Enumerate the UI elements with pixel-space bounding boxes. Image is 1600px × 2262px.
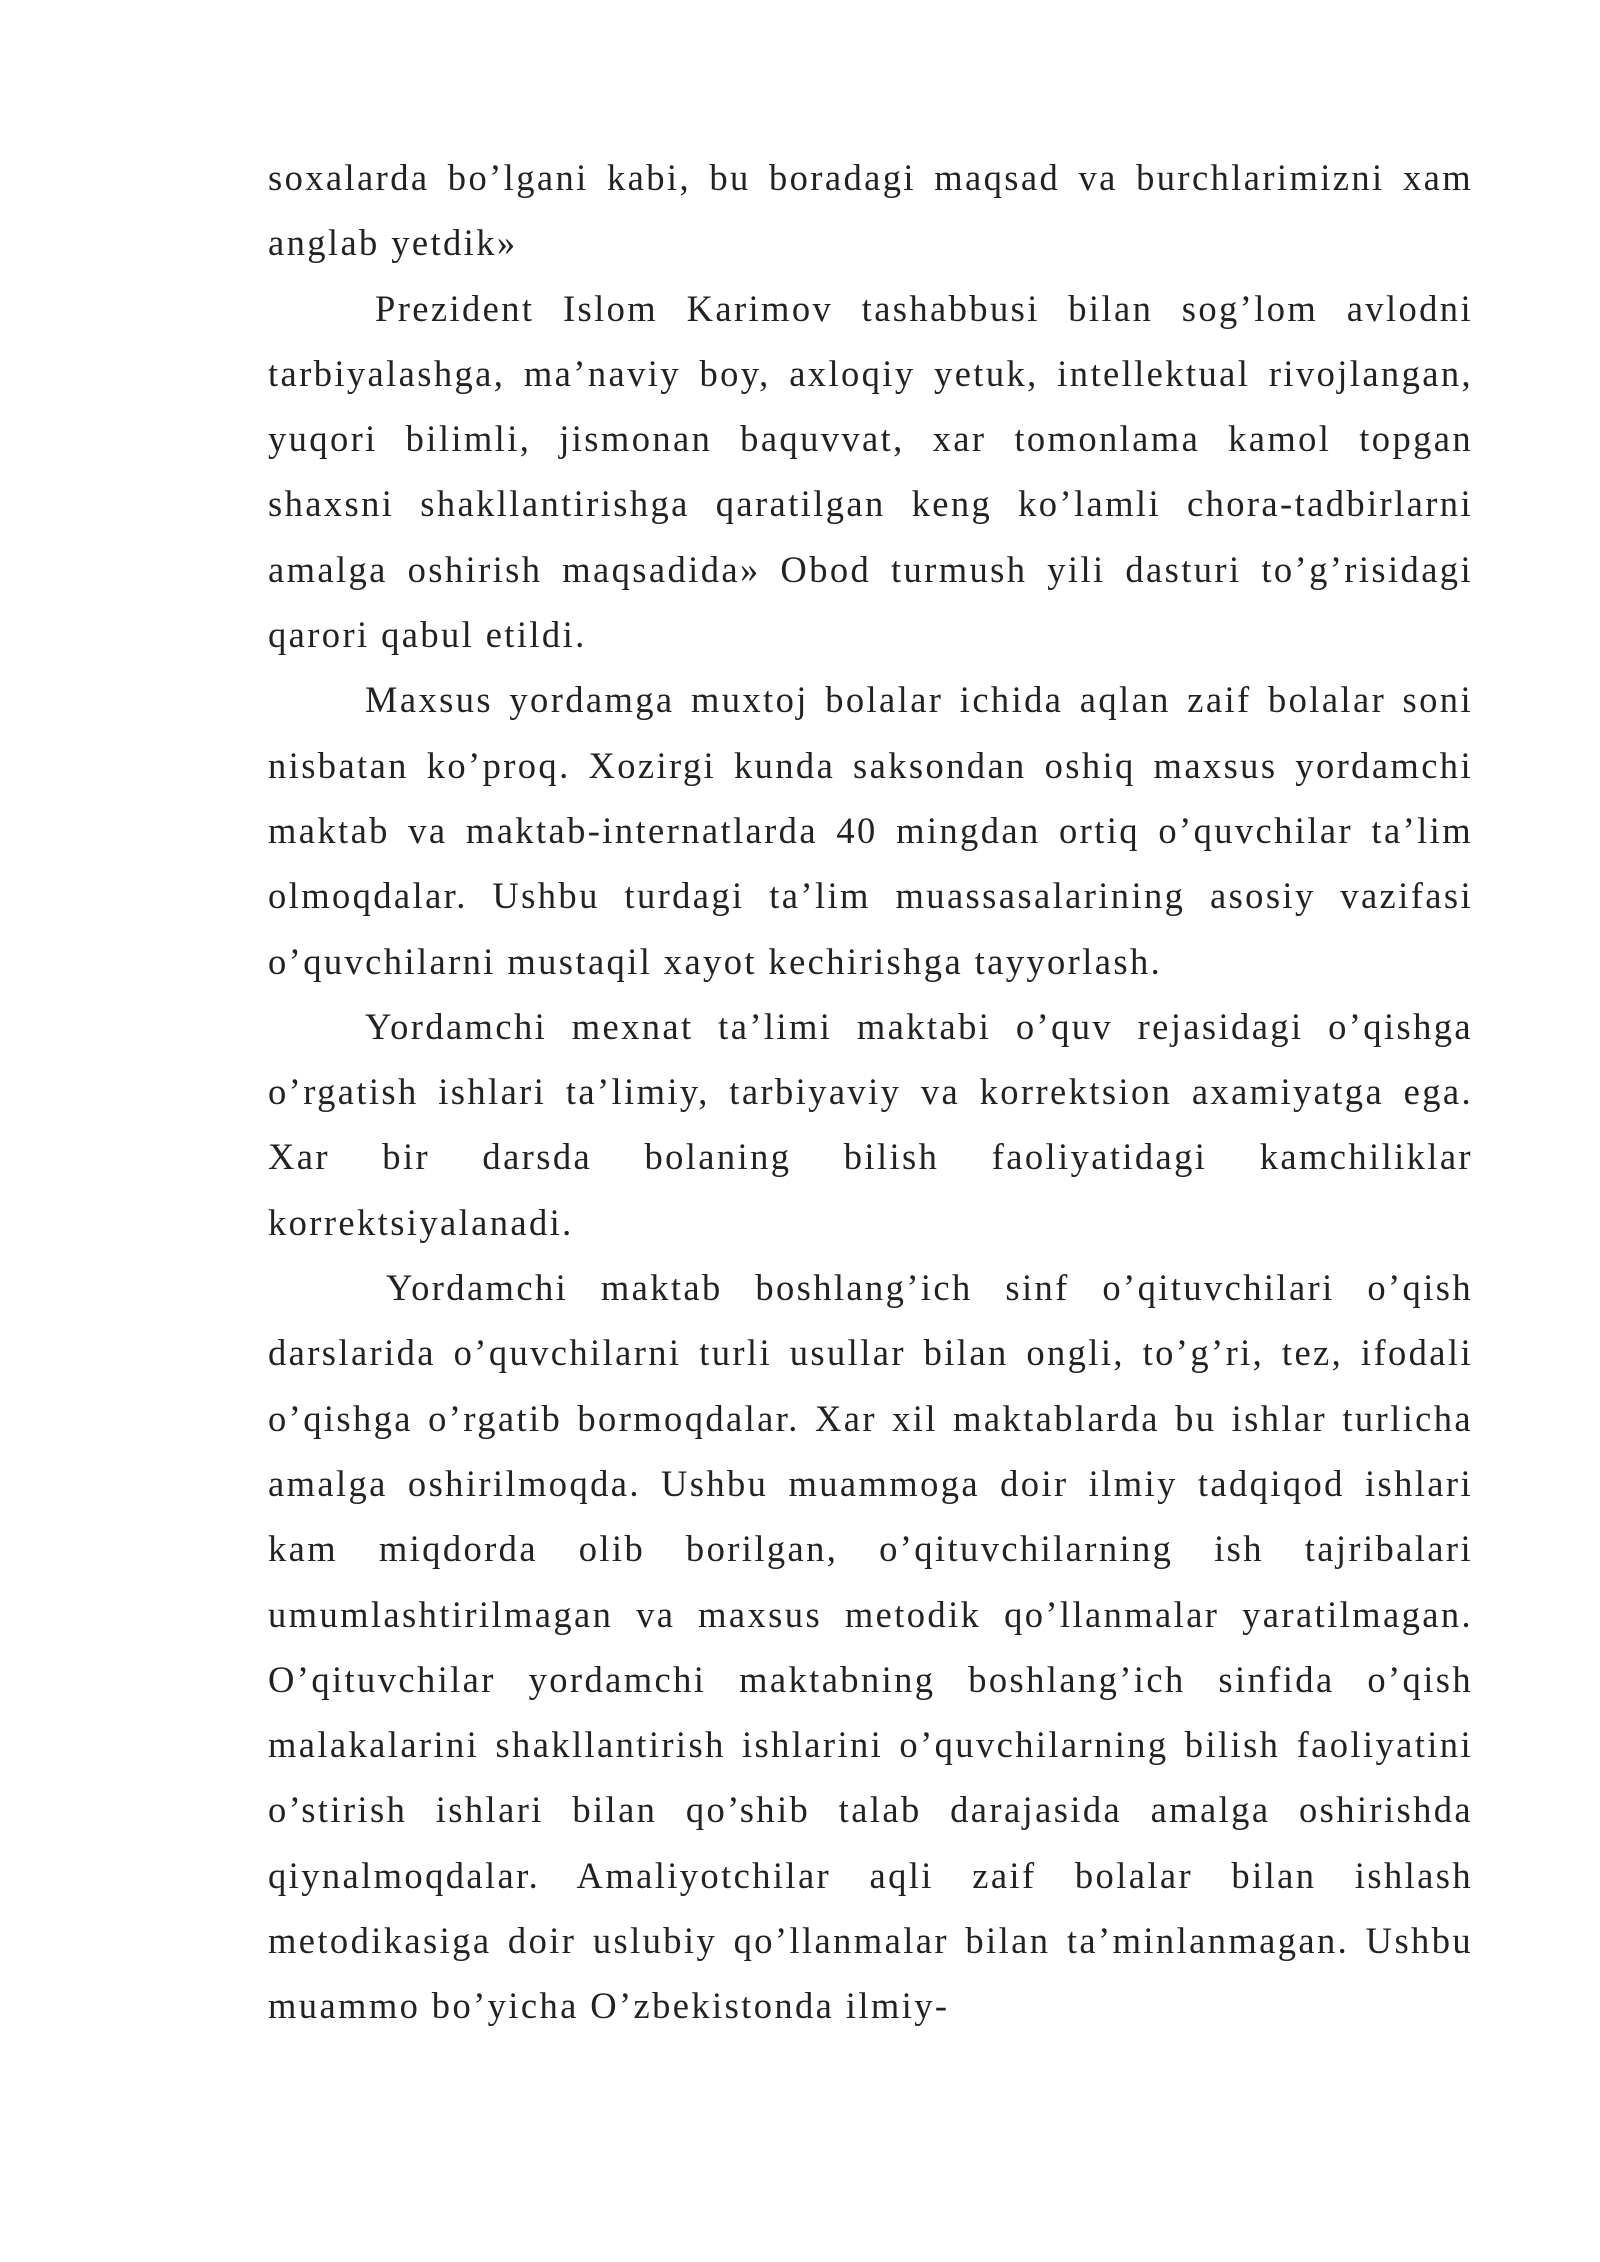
paragraph-2: Prezident Islom Karimov tashabbusi bilan sog’lom avlodni tarbiyalashga, ma’naviy boy, axloqiy yetuk, intellektual rivojlangan, yuqori bilimli, jismonan baquvvat, xar tomonlama kamol topgan shaxsni shakllantirishga qaratilgan keng ko’lamli chora-tadbirlarni amalga oshirish maqsadida» Obod turmush yili dasturi to’g’risidagi qarori qabul etildi.: [268, 287, 1473, 656]
document-body: [268, 145, 1473, 2039]
paragraph-1: soxalarda bo’lgani kabi, bu boradagi maqsad va burchlarimizni xam anglab yetdik»: [268, 157, 1473, 264]
paragraph-4: Yordamchi mexnat ta’limi maktabi o’quv rejasidagi o’qishga o’rgatish ishlari ta’limiy, tarbiyaviy va korrektsion axamiyatga ega. Xar bir darsda bolaning bilish faoliyatidagi kamchiliklar korrektsiyalanadi.: [268, 1005, 1473, 1243]
paragraph-5: Yordamchi maktab boshlang’ich sinf o’qituvchilari o’qish darslarida o’quvchilarni turli usullar bilan ongli, to’g’ri, tez, ifodali o’qishga o’rgatib bormoqdalar. Xar xil maktablarda bu ishlar turlicha amalga oshirilmoqda. Ushbu muammoga doir ilmiy tadqiqod ishlari kam miqdorda olib borilgan, o’qituvchilarning ish tajribalari umumlashtirilmagan va maxsus metodik qo’llanmalar yaratilmagan. O’qituvchilar yordamchi maktabning boshlang’ich sinfida o’qish malakalarini shakllantirish ishlarini o’quvchilarning bilish faoliyatini o’stirish ishlari bilan qo’shib talab darajasida amalga oshirishda qiynalmoqdalar. Amaliyotchilar aqli zaif bolalar bilan ishlash metodikasiga doir uslubiy qo’llanmalar bilan ta’minlanmagan. Ushbu muammo bo’yicha O’zbekistonda ilmiy-: [268, 1267, 1473, 2027]
paragraph-3: Maxsus yordamga muxtoj bolalar ichida aqlan zaif bolalar soni nisbatan ko’proq. Xozirgi kunda saksondan oshiq maxsus yordamchi maktab va maktab-internatlarda 40 mingdan ortiq o’quvchilar ta’lim olmoqdalar. Ushbu turdagi ta’lim muassasalarining asosiy vazifasi o’quvchilarni mustaqil xayot kechirishga tayyorlash.: [268, 679, 1473, 982]
